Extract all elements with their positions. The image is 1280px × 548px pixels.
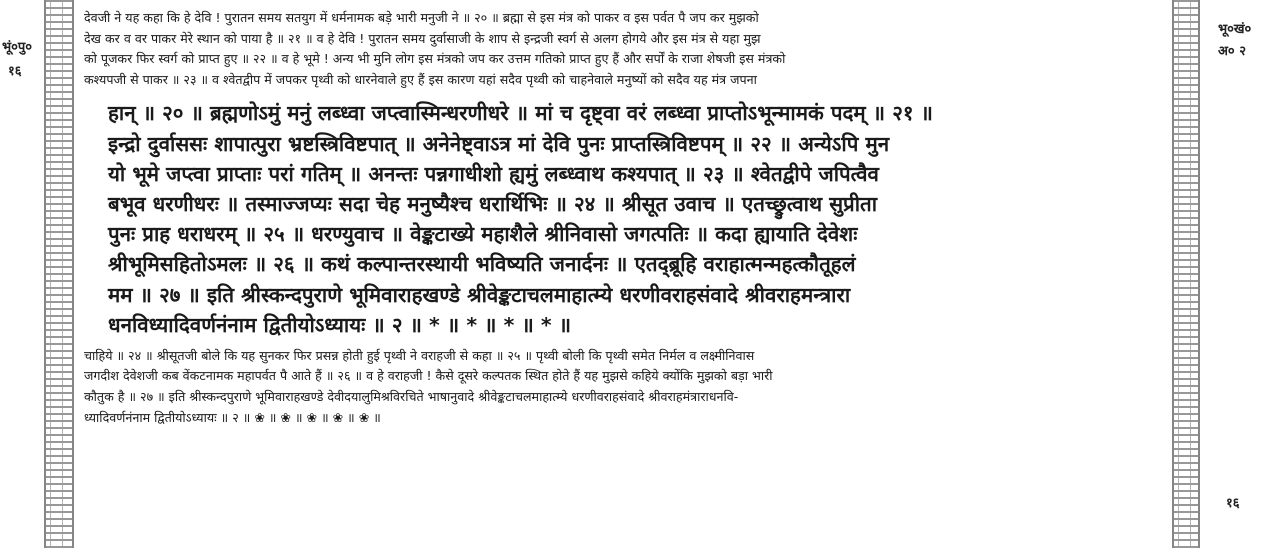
verse-line: हान् ॥ २० ॥ ब्रह्मणोऽमुं मनुं लब्ध्वा जप्त्वास्मिन्धरणीधरे ॥ मां च दृष्ट्वा वरं लब्ध्वा प्राप्तोऽभून्मामकं पदम् ॥ २१ ॥ xyxy=(108,101,933,126)
text-line: को पूजकर फिर स्वर्ग को प्राप्त हुए ॥ २२ ॥ व हे भूमे ! अन्य भी मुनि लोग इस मंत्रको जप कर उत्तम गतिको प्राप्त हुए हैं और सर्पों के राजा शेषजी इस मंत्रको xyxy=(84,51,786,67)
verse-line: बभूव धरणीधरः ॥ तस्माज्जप्यः सदा चेह मनुष्यैश्च धरार्थिभिः ॥ २४ ॥ श्रीसूत उवाच ॥ एतच्छ्रुत्वाथ सुप्रीता xyxy=(108,191,878,216)
verse-line: पुनः प्राह धराधरम् ॥ २५ ॥ धरण्युवाच ॥ वेङ्कटाख्ये महाशैले श्रीनिवासो जगत्पतिः ॥ कदा ह्यायाति देवेशः xyxy=(108,222,858,247)
text-line: जगदीश देवेशजी कब वेंकटनामक महापर्वत पै आते हैं ॥ २६ ॥ व हे वराहजी ! कैसे दूसरे कल्पतक स्थित होते हैं यह मुझसे कहिये क्योंकि मुझको बड़ा भारी xyxy=(84,368,773,384)
sanskrit-verses xyxy=(84,98,1168,340)
text-line: ध्यादिवर्णनंनाम द्वितीयोऽध्यायः ॥ २ ॥ ❀ ॥ ❀ ॥ ❀ ॥ ❀ ॥ ❀ ॥ xyxy=(84,409,381,425)
right-margin xyxy=(1172,0,1280,548)
right-decorative-border xyxy=(1172,0,1200,548)
left-margin-book-label: भूं०पु० xyxy=(2,40,33,55)
right-margin-section-label: भू०खं० xyxy=(1218,22,1252,37)
verse-line: श्रीभूमिसहितोऽमलः ॥ २६ ॥ कथं कल्पान्तरस्थायी भविष्यति जनार्दनः ॥ एतद्ब्रूहि वराहात्मन्महत्कौतूहलं xyxy=(108,252,856,277)
verse-line: धनविध्यादिवर्णनंनाम द्वितीयोऽध्यायः ॥ २ ॥ * ॥ * ॥ * ॥ * ॥ xyxy=(108,312,572,337)
text-line: कौतुक है ॥ २७ ॥ इति श्रीस्कन्दपुराणे भूमिवाराहखण्डे देवीदयालुमिश्रविरचिते भाषानुवादे श्रीवेङ्कटाचलमाहात्म्ये धरणीवराहसंवादे श्रीवराहमंत्राराधनवि- xyxy=(84,389,739,405)
text-line: देख कर व वर पाकर मेरे स्थान को पाया है ॥ २१ ॥ व हे देवि ! पुरातन समय दुर्वासाजी के शाप से इन्द्रजी स्वर्ग से अलग होगये और इस मंत्र से यहा मुझ xyxy=(84,30,761,46)
verse-line: इन्द्रो दुर्वाससः शापात्पुरा भ्रष्टस्त्रिविष्टपात् ॥ अनेनेष्ट्वाऽत्र मां देवि पुनः प्राप्तस्त्रिविष्टपम् ॥ २२ ॥ अन्येऽपि मुन xyxy=(108,131,890,156)
page-body xyxy=(84,8,1168,540)
verse-line: मम ॥ २७ ॥ इति श्रीस्कन्दपुराणे भूमिवाराहखण्डे श्रीवेङ्कटाचलमाहात्म्ये धरणीवराहसंवादे श्रीवराहमन्त्रारा xyxy=(108,282,851,307)
text-line: देवजी ने यह कहा कि हे देवि ! पुरातन समय सतयुग में धर्मनामक बड़े भारी मनुजी ने ॥ २० ॥ ब्रह्मा से इस मंत्र को पाकर व इस पर्वत पै जप कर मुझको xyxy=(84,10,759,25)
text-line: कश्यपजी से पाकर ॥ २३ ॥ व श्वेतद्वीप में जपकर पृथ्वी को धारनेवाले हुए हैं इस कारण यहां सदैव पृथ्वी को चाहनेवाले मनुष्यों को सदैव यह मंत्र जपना xyxy=(84,71,757,87)
page-number: १६ xyxy=(1226,496,1240,511)
left-decorative-border xyxy=(44,0,74,548)
hindi-translation-bottom xyxy=(84,346,1168,428)
right-margin-chapter-label: अ० २ xyxy=(1218,44,1246,59)
text-line: चाहिये ॥ २४ ॥ श्रीसूतजी बोले कि यह सुनकर फिर प्रसन्न होती हुई पृथ्वी ने वराहजी से कहा ॥ २५ ॥ पृथ्वी बोली कि पृथ्वी समेत निर्मल व लक्ष्मीनिवास xyxy=(84,347,755,363)
left-margin-page-number: १६ xyxy=(8,64,22,79)
left-margin xyxy=(0,0,44,548)
verse-line: यो भूमे जप्त्वा प्राप्ताः परां गतिम् ॥ अनन्तः पन्नगाधीशो ह्यमुं लब्ध्वाथ कश्यपात् ॥ २३ ॥ श्वेतद्वीपे जपित्वैव xyxy=(108,161,879,186)
hindi-translation-top xyxy=(84,8,1168,90)
